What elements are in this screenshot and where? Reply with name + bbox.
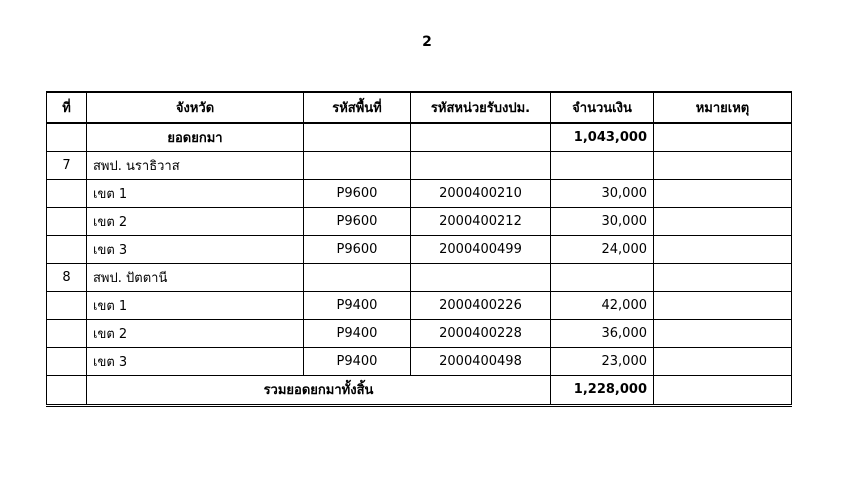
table-cell	[47, 375, 87, 405]
header-no: ที่	[47, 92, 87, 123]
grand-total-amount: 1,228,000	[551, 375, 654, 405]
table-row	[47, 291, 792, 319]
row-name: เขต 2	[87, 319, 304, 347]
row-unit-code: 2000400498	[411, 347, 551, 375]
row-amount: 23,000	[551, 347, 654, 375]
row-no: 7	[47, 151, 87, 179]
brought-forward-amount: 1,043,000	[551, 123, 654, 151]
row-unit-code: 2000400212	[411, 207, 551, 235]
row-note	[654, 291, 792, 319]
row-amount: 36,000	[551, 319, 654, 347]
row-area-code	[304, 151, 411, 179]
row-no	[47, 207, 87, 235]
row-name: เขต 1	[87, 291, 304, 319]
row-note	[654, 263, 792, 291]
table-row	[47, 151, 792, 179]
row-note	[654, 179, 792, 207]
row-unit-code: 2000400228	[411, 319, 551, 347]
row-area-code: P9400	[304, 319, 411, 347]
table-row	[47, 347, 792, 375]
row-amount	[551, 263, 654, 291]
row-unit-code	[411, 263, 551, 291]
table-cell	[304, 123, 411, 151]
header-row	[47, 92, 792, 123]
table-row	[47, 263, 792, 291]
table-row	[47, 235, 792, 263]
budget-table	[46, 91, 792, 407]
row-no	[47, 319, 87, 347]
header-remarks: หมายเหตุ	[654, 92, 792, 123]
row-name: เขต 3	[87, 235, 304, 263]
row-name: เขต 2	[87, 207, 304, 235]
brought-forward-label: ยอดยกมา	[87, 123, 304, 151]
row-note	[654, 347, 792, 375]
row-unit-code: 2000400499	[411, 235, 551, 263]
row-no	[47, 291, 87, 319]
row-name: สพป. นราธิวาส	[87, 151, 304, 179]
header-province: จังหวัด	[87, 92, 304, 123]
grand-total-row	[47, 375, 792, 405]
table-row	[47, 207, 792, 235]
brought-forward-row	[47, 123, 792, 151]
row-amount: 42,000	[551, 291, 654, 319]
row-area-code: P9600	[304, 235, 411, 263]
row-area-code: P9400	[304, 291, 411, 319]
table-row	[47, 319, 792, 347]
row-area-code: P9400	[304, 347, 411, 375]
row-note	[654, 319, 792, 347]
row-unit-code: 2000400210	[411, 179, 551, 207]
row-no	[47, 179, 87, 207]
row-note	[654, 151, 792, 179]
row-no: 8	[47, 263, 87, 291]
row-amount: 30,000	[551, 207, 654, 235]
row-area-code	[304, 263, 411, 291]
table-cell	[47, 123, 87, 151]
row-note	[654, 235, 792, 263]
table-cell	[654, 123, 792, 151]
row-area-code: P9600	[304, 207, 411, 235]
row-name: สพป. ปัตตานี	[87, 263, 304, 291]
header-budget-unit-code: รหัสหน่วยรับงปม.	[411, 92, 551, 123]
grand-total-label: รวมยอดยกมาทั้งสิ้น	[87, 375, 551, 405]
row-name: เขต 1	[87, 179, 304, 207]
table-cell	[654, 375, 792, 405]
header-area-code: รหัสพื้นที่	[304, 92, 411, 123]
row-area-code: P9600	[304, 179, 411, 207]
table-cell	[411, 123, 551, 151]
row-unit-code: 2000400226	[411, 291, 551, 319]
row-unit-code	[411, 151, 551, 179]
table-row	[47, 179, 792, 207]
row-amount	[551, 151, 654, 179]
row-amount: 30,000	[551, 179, 654, 207]
row-note	[654, 207, 792, 235]
row-amount: 24,000	[551, 235, 654, 263]
page-number: 2	[422, 34, 432, 50]
row-name: เขต 3	[87, 347, 304, 375]
header-amount: จำนวนเงิน	[551, 92, 654, 123]
row-no	[47, 235, 87, 263]
row-no	[47, 347, 87, 375]
